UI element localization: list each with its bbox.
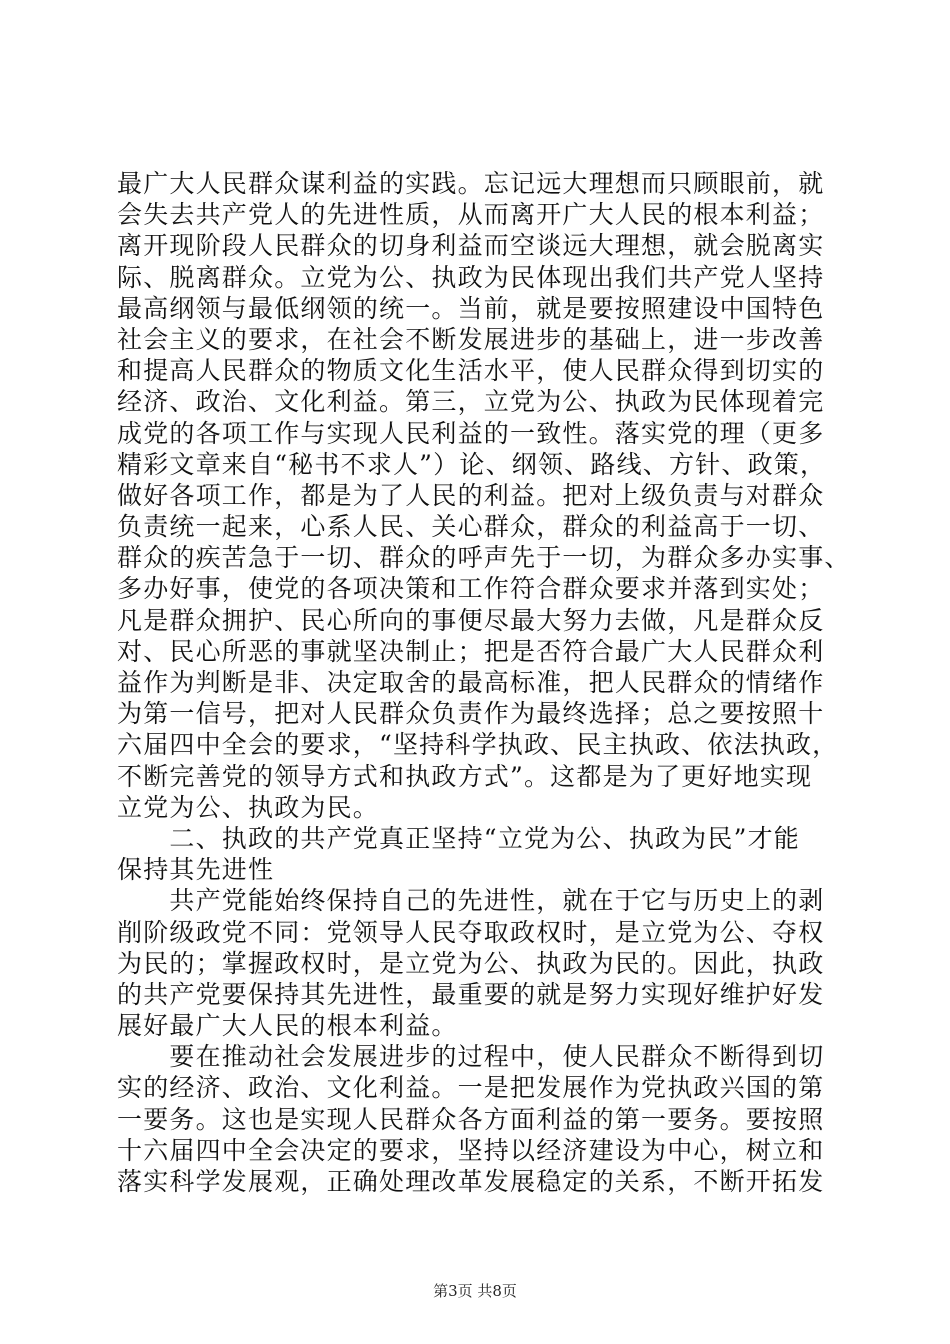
text-line: 为民的；掌握政权时，是立党为公、执政为民的。因此，执政 (117, 948, 825, 978)
text-line: 要在推动社会发展进步的过程中，使人民群众不断得到切 (117, 1042, 825, 1072)
text-line: 六届四中全会的要求，“坚持科学执政、民主执政、依法执政， (117, 730, 839, 760)
text-line: 一要务。这也是实现人民群众各方面利益的第一要务。要按照 (117, 1104, 825, 1134)
text-line: 十六届四中全会决定的要求，坚持以经济建设为中心，树立和 (117, 1135, 825, 1165)
text-line: 多办好事，使党的各项决策和工作符合群众要求并落到实处； (117, 574, 825, 604)
text-line: 实的经济、政治、文化利益。一是把发展作为党执政兴国的第 (117, 1073, 825, 1103)
text-line: 社会主义的要求，在社会不断发展进步的基础上，进一步改善 (117, 324, 825, 354)
text-line: 负责统一起来，心系人民、关心群众，群众的利益高于一切、 (117, 512, 825, 542)
text-line: 际、脱离群众。立党为公、执政为民体现出我们共产党人坚持 (117, 262, 825, 292)
page-footer (0, 1281, 950, 1301)
text-line: 落实科学发展观，正确处理改革发展稳定的关系，不断开拓发 (117, 1167, 825, 1196)
text-line: 精彩文章来自“秘书不求人”）论、纲领、路线、方针、政策， (117, 449, 827, 479)
text-line: 共产党能始终保持自己的先进性，就在于它与历史上的剥 (117, 886, 825, 916)
text-line: 展好最广大人民的根本利益。 (117, 1011, 458, 1041)
section-heading-line: 二、执政的共产党真正坚持“立党为公、执政为民”才能 (117, 823, 800, 853)
text-line: 对、民心所恶的事就坚决制止；把是否符合最广大人民群众利 (117, 636, 825, 666)
body-text (117, 168, 851, 1197)
text-line: 会失去共产党人的先进性质，从而离开广大人民的根本利益； (117, 200, 825, 230)
text-line: 离开现阶段人民群众的切身利益而空谈远大理想，就会脱离实 (117, 231, 825, 261)
text-line: 最广大人民群众谋利益的实践。忘记远大理想而只顾眼前，就 (117, 169, 825, 198)
text-line: 益作为判断是非、决定取舍的最高标准，把人民群众的情绪作 (117, 668, 825, 697)
section-heading-line: 保持其先进性 (117, 855, 275, 885)
text-line: 削阶级政党不同：党领导人民夺取政权时，是立党为公、夺权 (117, 917, 825, 947)
text-line: 经济、政治、文化利益。第三，立党为公、执政为民体现着完 (117, 387, 825, 417)
text-line: 不断完善党的领导方式和执政方式”。这都是为了更好地实现 (117, 761, 813, 791)
text-line: 为第一信号，把对人民群众负责作为最终选择；总之要按照十 (117, 699, 825, 729)
text-line: 群众的疾苦急于一切、群众的呼声先于一切，为群众多办实事、 (117, 543, 851, 573)
page-number: 第3页 共8页 (433, 1282, 517, 1300)
text-line: 做好各项工作，都是为了人民的利益。把对上级负责与对群众 (117, 480, 825, 510)
text-line: 凡是群众拥护、民心所向的事便尽最大努力去做，凡是群众反 (117, 605, 825, 635)
text-line: 立党为公、执政为民。 (117, 792, 380, 822)
text-line: 最高纲领与最低纲领的统一。当前，就是要按照建设中国特色 (117, 293, 825, 323)
text-line: 成党的各项工作与实现人民利益的一致性。落实党的理（更多 (117, 418, 825, 448)
text-line: 的共产党要保持其先进性，最重要的就是努力实现好维护好发 (117, 979, 825, 1009)
text-line: 和提高人民群众的物质文化生活水平，使人民群众得到切实的 (117, 356, 825, 386)
